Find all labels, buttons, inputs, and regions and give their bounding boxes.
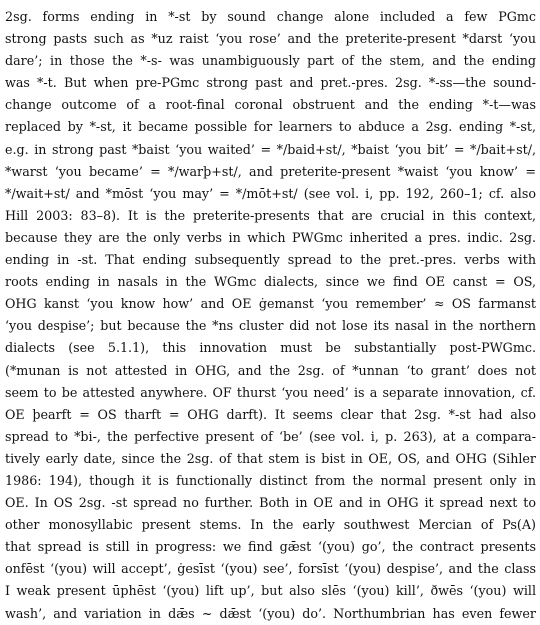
text-line: spread to *bi-, the perfective present of ‘be’ (see vol. i, p. 263), at a compara- (5, 428, 536, 444)
text-line: Hill 2003: 83–8). It is the preterite-presents that are crucial in this context, (5, 207, 536, 223)
text-line: seem to be attested anywhere. OF thurst ‘you need’ is a separate innovation, cf. (5, 384, 536, 400)
text-line: 2sg. forms ending in *-st by sound change alone included a few PGmc (5, 9, 536, 24)
text-line: dialects (see 5.1.1), this innovation must be substantially post-PWGmc. (5, 340, 536, 356)
text-line: change outcome of a root-final coronal obstruent and the ending *-t—was (5, 97, 536, 113)
text-line: strong pasts such as *uz raist ‘you rose’ and the preterite-present *darst ‘you (5, 31, 536, 47)
text-line: (*munan is not attested in OHG, and the 2sg. of *unnan ‘to grant’ does not (5, 362, 536, 378)
text-line: 1986: 194), though it is functionally distinct from the normal present only in (5, 472, 536, 488)
text-line: ‘you despise’; but because the *ns cluster did not lose its nasal in the northern (5, 318, 536, 334)
text-line: dare’; in those the *-s- was unambiguously part of the stem, and the ending (5, 53, 536, 69)
text-line: replaced by *-st, it became possible for learners to abduce a 2sg. ending *-st, (5, 119, 536, 135)
text-line: OE þearft = OS tharft = OHG darft). It seems clear that 2sg. *-st had also (5, 406, 536, 422)
text-line: onfēst ‘(you) will accept’, ġesīst ‘(you) see’, forsīst ‘(you) despise’, and the class (5, 561, 536, 577)
text-line: OHG kanst ‘you know how’ and OE ġemanst ‘you remember’ ≈ OS farmanst (5, 296, 536, 312)
text-line: because they are the only verbs in which PWGmc inherited a pres. indic. 2sg. (5, 229, 536, 245)
text-line: *warst ‘you became’ = */warþ+st/, and preterite-present *waist ‘you know’ = (5, 163, 536, 179)
text-line: ending in -st. That ending subsequently spread to the pret.-pres. verbs with (5, 252, 536, 268)
text-line: other monosyllabic present stems. In the early southwest Mercian of Ps(A) (5, 517, 536, 533)
text-line: I weak present ūphēst ‘(you) lift up’, but also slēs ‘(you) kill’, ðwēs ‘(you) will (5, 583, 536, 599)
text-line: wash’, and variation in dǣs ~ dǣst ‘(you) do’. Northumbrian has even fewer (5, 605, 536, 621)
text-line: e.g. in strong past *baist ‘you waited’ = */baid+st/, *baist ‘you bit’ = */bait+st/, (5, 141, 536, 157)
text-line: was *-t. But when pre-PGmc strong past and pret.-pres. 2sg. *-ss—the sound- (5, 75, 536, 91)
text-line: tively early date, since the 2sg. of that stem is bist in OE, OS, and OHG (Sihler (5, 450, 536, 466)
text-line: that spread is still in progress: we find gǣst ‘(you) go’, the contract presents (5, 539, 536, 555)
text-line: roots ending in nasals in the WGmc dialects, since we find OE canst = OS, (5, 274, 536, 290)
text-line: */wait+st/ and *mōst ‘you may’ = */mōt+st/ (see vol. i, pp. 192, 260–1; cf. also (5, 185, 536, 201)
text-line: OE. In OS 2sg. -st spread no further. Both in OE and in OHG it spread next to (5, 495, 536, 511)
